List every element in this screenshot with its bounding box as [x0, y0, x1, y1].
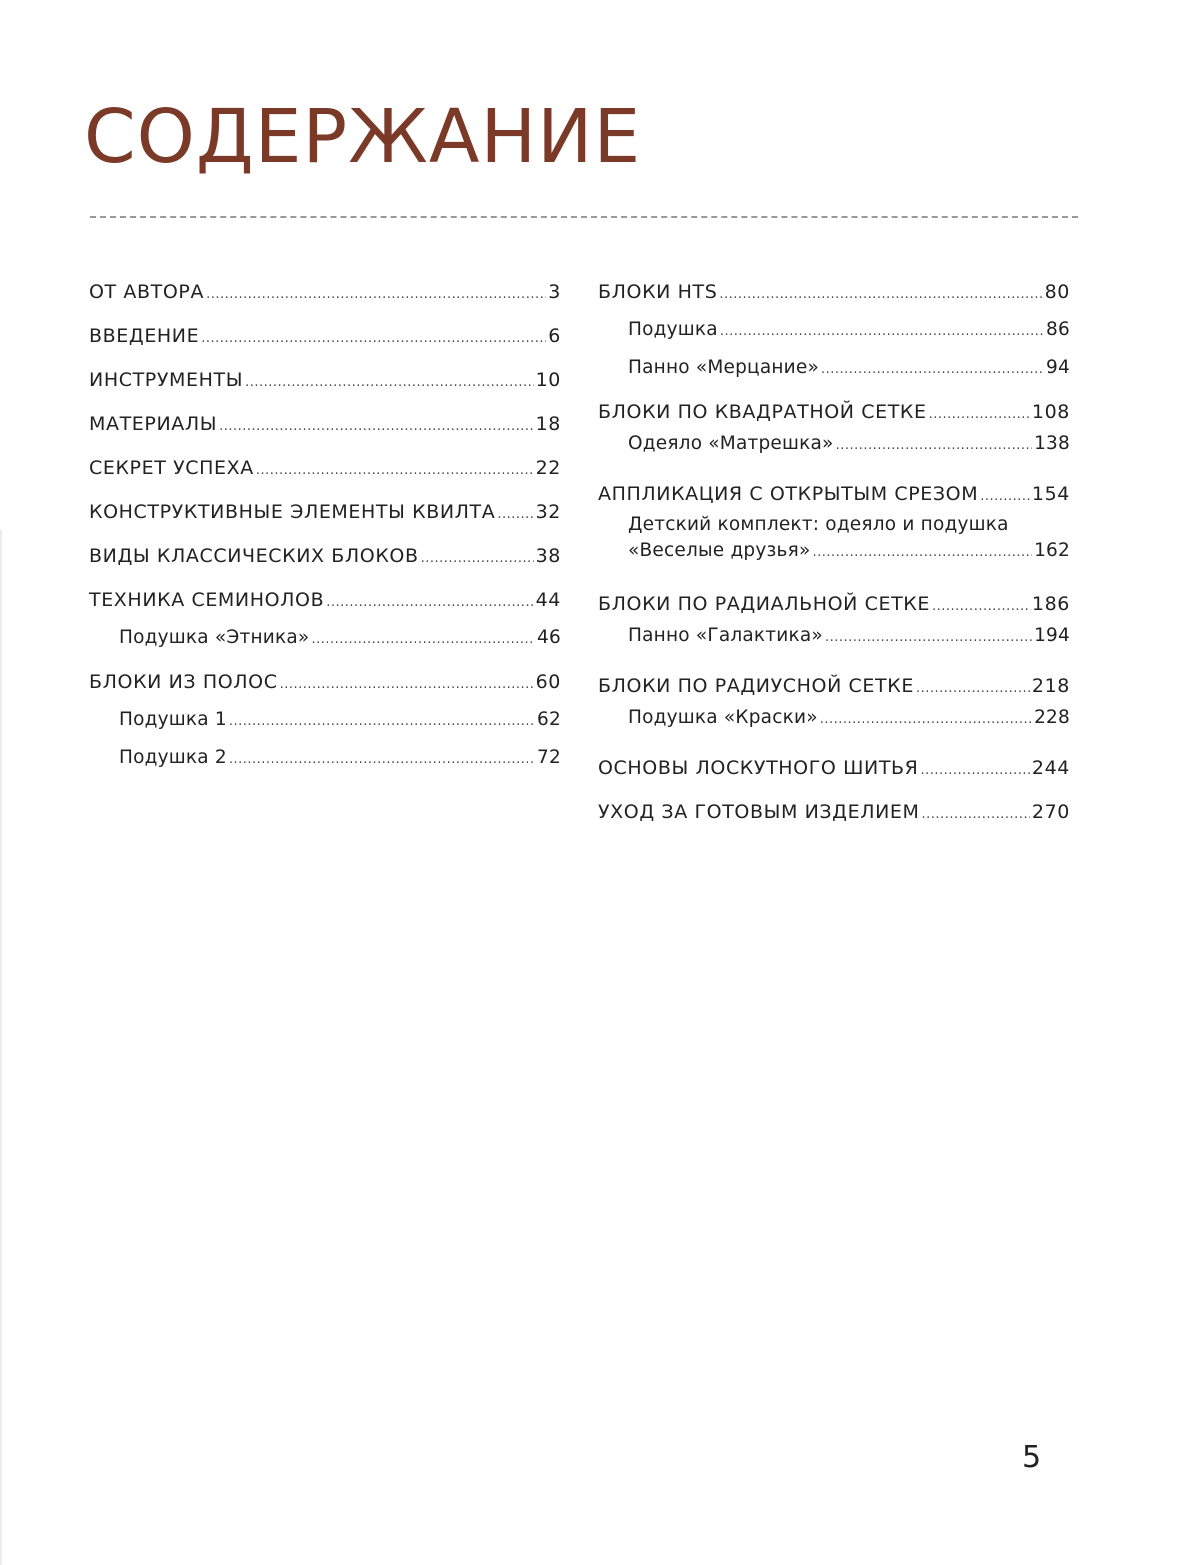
dot-leader [916, 677, 1030, 701]
toc-entry-title: ОСНОВЫ ЛОСКУТНОГО ШИТЬЯ [598, 757, 919, 779]
dot-leader [920, 759, 1029, 783]
toc-entry[interactable] [89, 324, 561, 348]
toc-entry-title: Подушка 2 [119, 747, 227, 768]
toc-subentry[interactable] [598, 318, 1070, 342]
toc-entry-title: ТЕХНИКА СЕМИНОЛОВ [89, 589, 325, 611]
toc-subentry[interactable] [89, 746, 561, 770]
toc-entry-title: Детский комплект: одеяло и подушка [628, 514, 1009, 535]
dot-leader [229, 748, 535, 772]
toc-entry-page: 10 [535, 369, 561, 391]
toc-entry-title: Подушка «Краски» [628, 707, 818, 728]
toc-group [89, 500, 561, 524]
dot-leader [421, 547, 534, 571]
dot-leader [825, 626, 1032, 650]
toc-entry[interactable] [598, 592, 1070, 616]
toc-entry[interactable] [598, 482, 1070, 506]
page-edge-line [0, 530, 2, 1565]
toc-entry-title: ВИДЫ КЛАССИЧЕСКИХ БЛОКОВ [89, 545, 419, 567]
dot-leader [229, 710, 535, 734]
dot-leader [720, 320, 1044, 344]
toc-entry[interactable] [598, 400, 1070, 424]
toc-subentry[interactable] [598, 356, 1070, 380]
toc-entry-page: 154 [1031, 483, 1070, 505]
toc-entry-page: 44 [535, 589, 561, 611]
toc-group [89, 670, 561, 770]
toc-entry-page: 3 [548, 281, 561, 303]
toc-entry-title: Подушка 1 [119, 709, 227, 730]
toc-entry-page: 244 [1031, 757, 1070, 779]
toc-entry-page: 80 [1044, 281, 1070, 303]
toc-group [89, 456, 561, 480]
toc-group [598, 674, 1070, 730]
toc-group [598, 482, 1070, 566]
toc-entry-line [628, 538, 1070, 566]
toc-group [89, 368, 561, 392]
toc-subentry[interactable] [598, 624, 1070, 648]
toc-entry-page: 38 [535, 545, 561, 567]
toc-entry[interactable] [89, 280, 561, 304]
dot-leader [821, 358, 1044, 382]
toc-entry-title: Одеяло «Матрешка» [628, 433, 834, 454]
toc-group [89, 544, 561, 568]
toc-entry[interactable] [89, 544, 561, 568]
dot-leader [201, 327, 546, 351]
toc-group [598, 756, 1070, 780]
toc-entry-title: Панно «Мерцание» [628, 357, 819, 378]
toc-entry-page: 270 [1031, 801, 1070, 823]
toc-entry-page: 86 [1046, 319, 1070, 340]
toc-group [598, 592, 1070, 648]
page-number: 5 [1022, 1440, 1042, 1475]
toc-entry[interactable] [89, 670, 561, 694]
toc-entry-title: МАТЕРИАЛЫ [89, 413, 218, 435]
toc-entry-page: 218 [1031, 675, 1070, 697]
dot-leader [836, 434, 1033, 458]
toc-subentry[interactable] [89, 626, 561, 650]
dot-leader [719, 283, 1042, 307]
toc-entry-title: БЛОКИ HTS [598, 281, 718, 303]
toc-entry-title: УХОД ЗА ГОТОВЫМ ИЗДЕЛИЕМ [598, 801, 920, 823]
toc-entry[interactable] [89, 456, 561, 480]
toc-entry-title: ВВЕДЕНИЕ [89, 325, 200, 347]
dot-leader [922, 803, 1030, 827]
toc-entry-title: БЛОКИ ИЗ ПОЛОС [89, 671, 278, 693]
toc-subentry[interactable] [598, 512, 1070, 566]
toc-entry-page: 194 [1034, 625, 1070, 646]
toc-entry[interactable] [89, 412, 561, 436]
toc-entry-page: 32 [535, 501, 561, 523]
toc-entry[interactable] [598, 756, 1070, 780]
page-title: СОДЕРЖАНИЕ [84, 94, 642, 180]
toc-entry[interactable] [89, 588, 561, 612]
toc-entry-page: 162 [1034, 540, 1070, 561]
dot-leader [980, 485, 1030, 509]
toc-entry-page: 22 [535, 457, 561, 479]
toc-entry-page: 46 [537, 627, 561, 648]
toc-group [598, 400, 1070, 456]
toc-group [598, 280, 1070, 380]
toc-group [89, 324, 561, 348]
toc-entry-title-continued: «Веселые друзья» [628, 540, 811, 561]
toc-entry-page: 138 [1034, 433, 1070, 454]
toc-right-column [598, 280, 1070, 844]
toc-entry[interactable] [598, 280, 1070, 304]
toc-entry-title: БЛОКИ ПО КВАДРАТНОЙ СЕТКЕ [598, 401, 927, 423]
toc-entry-title: КОНСТРУКТИВНЫЕ ЭЛЕМЕНТЫ КВИЛТА [89, 501, 496, 523]
toc-entry-page: 94 [1046, 357, 1070, 378]
toc-entry-page: 6 [548, 325, 561, 347]
toc-entry[interactable] [89, 368, 561, 392]
toc-subentry[interactable] [89, 708, 561, 732]
toc-subentry[interactable] [598, 432, 1070, 456]
toc-entry[interactable] [89, 500, 561, 524]
toc-entry-title: БЛОКИ ПО РАДИАЛЬНОЙ СЕТКЕ [598, 593, 930, 615]
toc-entry-title: ОТ АВТОРА [89, 281, 205, 303]
dot-leader [219, 415, 533, 439]
toc-entry-title: ИНСТРУМЕНТЫ [89, 369, 244, 391]
toc-subentry[interactable] [598, 706, 1070, 730]
toc-entry-title: Панно «Галактика» [628, 625, 823, 646]
dot-leader [280, 673, 534, 697]
dot-leader [311, 628, 535, 652]
toc-entry-page: 228 [1034, 707, 1070, 728]
toc-entry-page: 62 [537, 709, 561, 730]
dot-leader [256, 459, 534, 483]
dot-leader [326, 591, 533, 615]
dot-leader [206, 283, 546, 307]
dot-leader [497, 503, 533, 527]
dot-leader [932, 595, 1030, 619]
toc-entry-title: Подушка «Этника» [119, 627, 310, 648]
toc-entry-title: АППЛИКАЦИЯ С ОТКРЫТЫМ СРЕЗОМ [598, 483, 979, 505]
toc-entry-page: 186 [1031, 593, 1070, 615]
toc-entry-page: 18 [535, 413, 561, 435]
toc-entry-page: 72 [537, 747, 561, 768]
toc-entry-title: Подушка [628, 319, 718, 340]
dot-leader [820, 708, 1032, 732]
toc-left-column [89, 280, 561, 790]
toc-group [89, 412, 561, 436]
dot-leader [245, 371, 534, 395]
toc-entry[interactable] [598, 800, 1070, 824]
toc-entry-page: 108 [1031, 401, 1070, 423]
toc-group [89, 280, 561, 304]
toc-group [598, 800, 1070, 824]
dot-leader [813, 540, 1033, 566]
toc-entry-page: 60 [535, 671, 561, 693]
dot-leader [929, 403, 1030, 427]
toc-group [89, 588, 561, 650]
dashed-divider [90, 216, 1078, 218]
toc-entry-title: БЛОКИ ПО РАДИУСНОЙ СЕТКЕ [598, 675, 914, 697]
toc-entry-title: СЕКРЕТ УСПЕХА [89, 457, 254, 479]
toc-entry[interactable] [598, 674, 1070, 698]
